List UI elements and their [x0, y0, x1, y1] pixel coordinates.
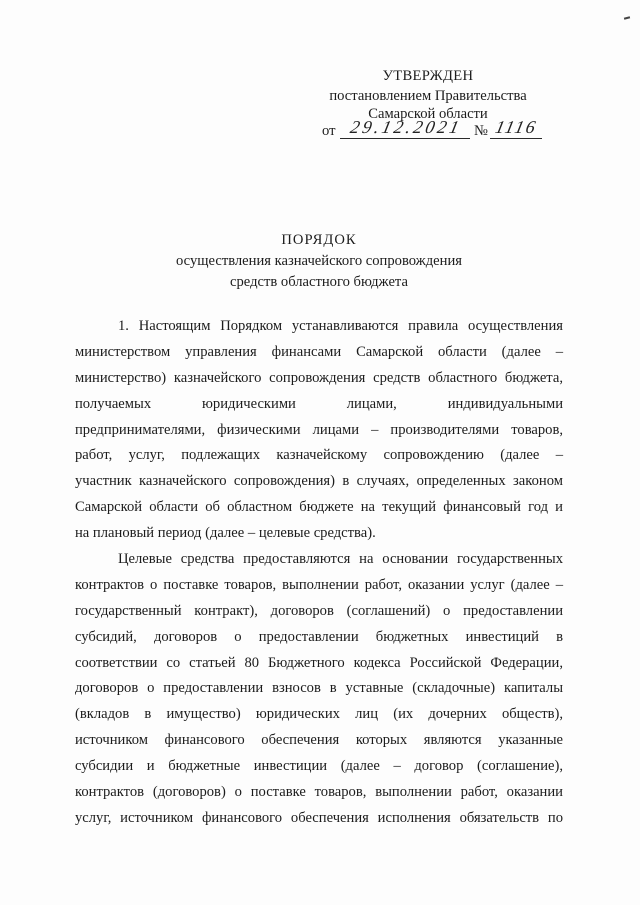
- paragraph-line: контрактов о поставке товаров, выполнении работ, оказании услуг (далее –: [75, 576, 563, 593]
- paragraph-line: на плановый период (далее – целевые средства).: [75, 525, 376, 542]
- paragraph-line: 1. Настоящим Порядком устанавливаются правила осуществления: [118, 318, 563, 334]
- date-prefix: от: [322, 123, 336, 139]
- paragraph-line: министерством управления финансами Самарской области (далее –: [75, 343, 563, 360]
- date-blank: [340, 117, 470, 139]
- approval-issuer-region: Самарской области: [368, 106, 488, 122]
- paragraph-line: получаемых юридическими лицами, индивидуальными: [75, 395, 563, 412]
- paragraph: [75, 547, 563, 832]
- approval-issuer-line: постановлением Правительства: [329, 88, 527, 104]
- document-subtitle-line: осуществления казначейского сопровождения: [176, 253, 462, 269]
- paragraph-line: (вкладов в имущество) юридических лиц (их дочерних обществ),: [75, 706, 563, 723]
- paragraph-line: участник казначейского сопровождения) в случаях, определенных законом: [75, 473, 563, 490]
- approval-title: УТВЕРЖДЕН: [382, 68, 474, 84]
- approval-date-line: [320, 117, 550, 141]
- paragraph-line: предпринимателями, физическими лицами – производителями товаров,: [75, 421, 563, 438]
- paragraph-line: субсидий, договоров о предоставлении бюджетных инвестиций в: [75, 628, 563, 645]
- paragraph-line: министерство) казначейского сопровождения средств областного бюджета,: [75, 369, 563, 386]
- paragraph-line: субсидии и бюджетные инвестиции (далее – договор (соглашение),: [75, 758, 563, 775]
- document-subtitle-line: средств областного бюджета: [230, 274, 408, 290]
- paragraph-line: контрактов (договоров) о поставке товаров, выполнении работ, оказании: [75, 784, 563, 801]
- scan-mark: [624, 16, 630, 19]
- paragraph-line: услуг, источником финансового обеспечения исполнения обязательств по: [75, 809, 563, 826]
- paragraph-line: работ, услуг, подлежащих казначейскому сопровождению (далее –: [75, 447, 563, 464]
- paragraph-line: источником финансового обеспечения которых являются указанные: [75, 732, 563, 749]
- paragraph-line: государственный контракт), договоров (соглашений) о предоставлении: [75, 602, 563, 619]
- document-body: [75, 314, 563, 832]
- number-blank: [490, 117, 542, 139]
- number-sign: №: [474, 123, 488, 139]
- paragraph-line: Целевые средства предоставляются на основании государственных: [118, 551, 563, 568]
- paragraph-line: соответствии со статьей 80 Бюджетного кодекса Российской Федерации,: [75, 654, 563, 671]
- handwritten-date: 29.12.2021: [348, 117, 464, 137]
- document-title: ПОРЯДОК: [281, 232, 357, 248]
- paragraph-line: Самарской области об областном бюджете на текущий финансовый год и: [75, 499, 563, 516]
- paragraph-line: договоров о предоставлении взносов в уставные (складочные) капиталы: [75, 680, 563, 697]
- handwritten-number: 1116: [493, 117, 540, 137]
- paragraph: [75, 314, 563, 547]
